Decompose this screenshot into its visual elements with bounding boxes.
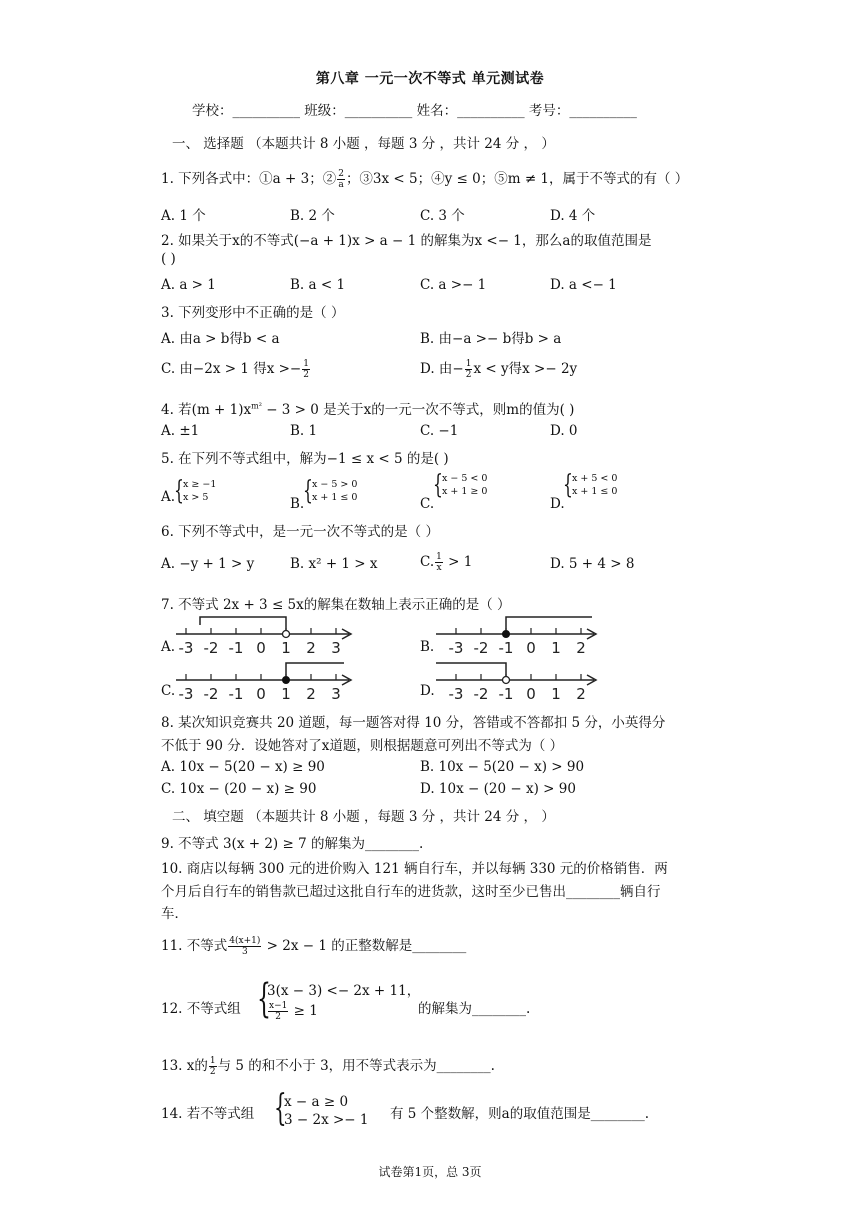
q7-option-a-number-line xyxy=(174,615,359,657)
q8-option-d: D. 10x − (20 − x) > 90 xyxy=(420,781,576,797)
q7-option-c-label: C. xyxy=(161,683,176,699)
q7-option-b-number-line xyxy=(434,615,604,657)
section-heading-fill: 二、 填空题 （本题共计 8 小题 ，每题 3 分 ，共计 24 分 ， ） xyxy=(172,809,555,825)
q7-option-a-label: A. xyxy=(161,639,176,655)
fraction: $\frac{2}{a}$ xyxy=(338,169,344,190)
page-footer: 试卷第1页，总 3页 xyxy=(378,1165,482,1179)
q7-option-c-number-line xyxy=(174,661,359,703)
q8-option-a: A. 10x − 5(20 − x) ≥ 90 xyxy=(161,759,325,775)
q4-option-b: B. 1 xyxy=(290,423,318,439)
question-3-stem: 3. 下列变形中不正确的是（ ） xyxy=(161,305,345,321)
question-12-system: { 3(x − 3) <− 2x + 11， $\frac{x-1}{2}$ ≥ 1 xyxy=(257,976,421,1022)
tick-label: -3 xyxy=(448,685,464,703)
tick-label: -2 xyxy=(473,639,489,657)
question-8-stem-line2: 不低于 90 分．设她答对了x道题，则根据题意可列出不等式为（ ） xyxy=(161,738,564,754)
tick-label: 3 xyxy=(331,639,341,657)
q6-option-d: D. 5 + 4 > 8 xyxy=(550,556,635,572)
q5-option-a-system: { x ≥ −1 x > 5 xyxy=(174,476,217,506)
q2-option-c: C. a >− 1 xyxy=(420,277,487,293)
tick-label: -2 xyxy=(203,639,219,657)
q7-option-d-number-line xyxy=(434,661,604,703)
tick-label: -3 xyxy=(178,639,194,657)
question-4-stem: 4. 若$(m + 1)x^{m^2} - 3 > 0$ 是关于x的一元一次不等式，则m的值为( ) xyxy=(161,401,575,418)
q5-option-a-label: A. xyxy=(161,489,176,505)
q3-option-b: B. 由−a >− b得b > a xyxy=(420,331,562,347)
tick-label: -3 xyxy=(178,685,194,703)
question-8-stem-line1: 8. 某次知识竞赛共 20 道题，每一题答对得 10 分，答错或不答都扣 5 分，小英得分 xyxy=(161,715,666,731)
question-10-line3: 车． xyxy=(161,906,188,922)
q5-option-d-label: D. xyxy=(550,496,565,512)
q3-option-a: A. 由a > b得b < a xyxy=(161,331,280,347)
tick-label: -2 xyxy=(203,685,219,703)
tick-label: 2 xyxy=(306,685,316,703)
q4-option-a: A. ±1 xyxy=(161,423,200,439)
q2-option-d: D. a <− 1 xyxy=(550,277,617,293)
question-2-stem: 2. 如果关于x的不等式(−a + 1)x > a − 1 的解集为x <− 1，那么a的取值范围是 xyxy=(161,233,652,249)
q4-option-d: D. 0 xyxy=(550,423,578,439)
q1-option-b: B. 2 个 xyxy=(290,208,335,224)
tick-label: 2 xyxy=(576,639,586,657)
question-11: 11. 不等式 $\frac{4(x+1)}{3}$ > 2x − 1 的正整数解是________ xyxy=(161,936,467,957)
question-1-stem: 1. 下列各式中：①a + 3；② $\frac{2}{a}$ ；③3x < 5；④y ≤ 0；⑤m ≠ 1，属于不等式的有（ ） xyxy=(161,169,689,190)
q2-option-a: A. a > 1 xyxy=(161,277,216,293)
q3-option-c: C. 由−2x > 1 得x >− $\frac{1}{2}$ xyxy=(161,359,309,380)
tick-label: -1 xyxy=(498,639,514,657)
question-12-prefix: 12. 不等式组 xyxy=(161,1001,241,1017)
q5-option-c-label: C. xyxy=(420,496,435,512)
q8-option-b: B. 10x − 5(20 − x) > 90 xyxy=(420,759,585,775)
tick-label: -1 xyxy=(228,685,244,703)
tick-label: -1 xyxy=(228,639,244,657)
tick-label: -2 xyxy=(473,685,489,703)
page-title: 第八章 一元一次不等式 单元测试卷 xyxy=(315,71,545,87)
question-14-system: { x − a ≥ 0 3 − 2x >− 1 xyxy=(274,1088,369,1129)
tick-label: 2 xyxy=(576,685,586,703)
q4-option-c: C. −1 xyxy=(420,423,459,439)
question-10-line2: 个月后自行车的销售款已超过这批自行车的进货款，这时至少已售出________辆自行 xyxy=(161,884,661,900)
q1-option-a: A. 1 个 xyxy=(161,208,206,224)
tick-label: 3 xyxy=(331,685,341,703)
tick-label: 0 xyxy=(526,639,536,657)
section-heading-choice: 一、 选择题 （本题共计 8 小题 ，每题 3 分 ，共计 24 分 ， ） xyxy=(172,136,555,152)
question-2-blank: ( ) xyxy=(161,251,176,267)
question-14-suffix: 有 5 个整数解，则a的取值范围是________. xyxy=(390,1106,650,1122)
tick-label: 0 xyxy=(256,639,266,657)
tick-label: 2 xyxy=(306,639,316,657)
q3-option-d: D. 由− $\frac{1}{2}$ x < y得x >− 2y xyxy=(420,359,578,380)
q2-option-b: B. a < 1 xyxy=(290,277,346,293)
tick-label: 1 xyxy=(551,639,561,657)
student-info-line: 学校：__________ 班级：__________ 姓名：__________ 考号：__________ xyxy=(192,103,637,119)
question-7-stem: 7. 不等式 2x + 3 ≤ 5x的解集在数轴上表示正确的是（ ） xyxy=(161,597,511,613)
question-10-line1: 10. 商店以每辆 300 元的进价购入 121 辆自行车，并以每辆 330 元的价格销售．两 xyxy=(161,861,668,877)
q8-option-c: C. 10x − (20 − x) ≥ 90 xyxy=(161,781,317,797)
q5-option-b-system: { x − 5 > 0 x + 1 ≤ 0 xyxy=(303,476,358,506)
q1-option-d: D. 4 个 xyxy=(550,208,596,224)
question-12-suffix: 的解集为________. xyxy=(418,1001,531,1017)
q1-option-c: C. 3 个 xyxy=(420,208,465,224)
tick-label: 0 xyxy=(526,685,536,703)
question-13: 13. x的 $\frac{1}{2}$ 与 5 的和不小于 3，用不等式表示为________. xyxy=(161,1056,495,1077)
question-6-stem: 6. 下列不等式中，是一元一次不等式的是（ ） xyxy=(161,524,439,540)
tick-label: -3 xyxy=(448,639,464,657)
tick-label: 1 xyxy=(281,639,291,657)
tick-label: 1 xyxy=(551,685,561,703)
tick-label: 0 xyxy=(256,685,266,703)
tick-label: -1 xyxy=(498,685,514,703)
question-14-prefix: 14. 若不等式组 xyxy=(161,1106,255,1122)
q5-option-b-label: B. xyxy=(290,496,305,512)
q6-option-b: B. x² + 1 > x xyxy=(290,556,378,572)
q5-option-d-system: { x + 5 < 0 x + 1 ≤ 0 xyxy=(563,470,618,500)
question-9: 9. 不等式 3(x + 2) ≥ 7 的解集为________. xyxy=(161,836,424,852)
q5-option-c-system: { x − 5 < 0 x + 1 ≥ 0 xyxy=(433,470,488,500)
q6-option-a: A. −y + 1 > y xyxy=(161,556,255,572)
q7-option-d-label: D. xyxy=(420,683,435,699)
q6-option-c: C. $\frac{1}{x}$ > 1 xyxy=(420,552,473,573)
tick-label: 1 xyxy=(281,685,291,703)
question-5-stem: 5. 在下列不等式组中，解为−1 ≤ x < 5 的是( ) xyxy=(161,451,449,467)
q7-option-b-label: B. xyxy=(420,639,435,655)
